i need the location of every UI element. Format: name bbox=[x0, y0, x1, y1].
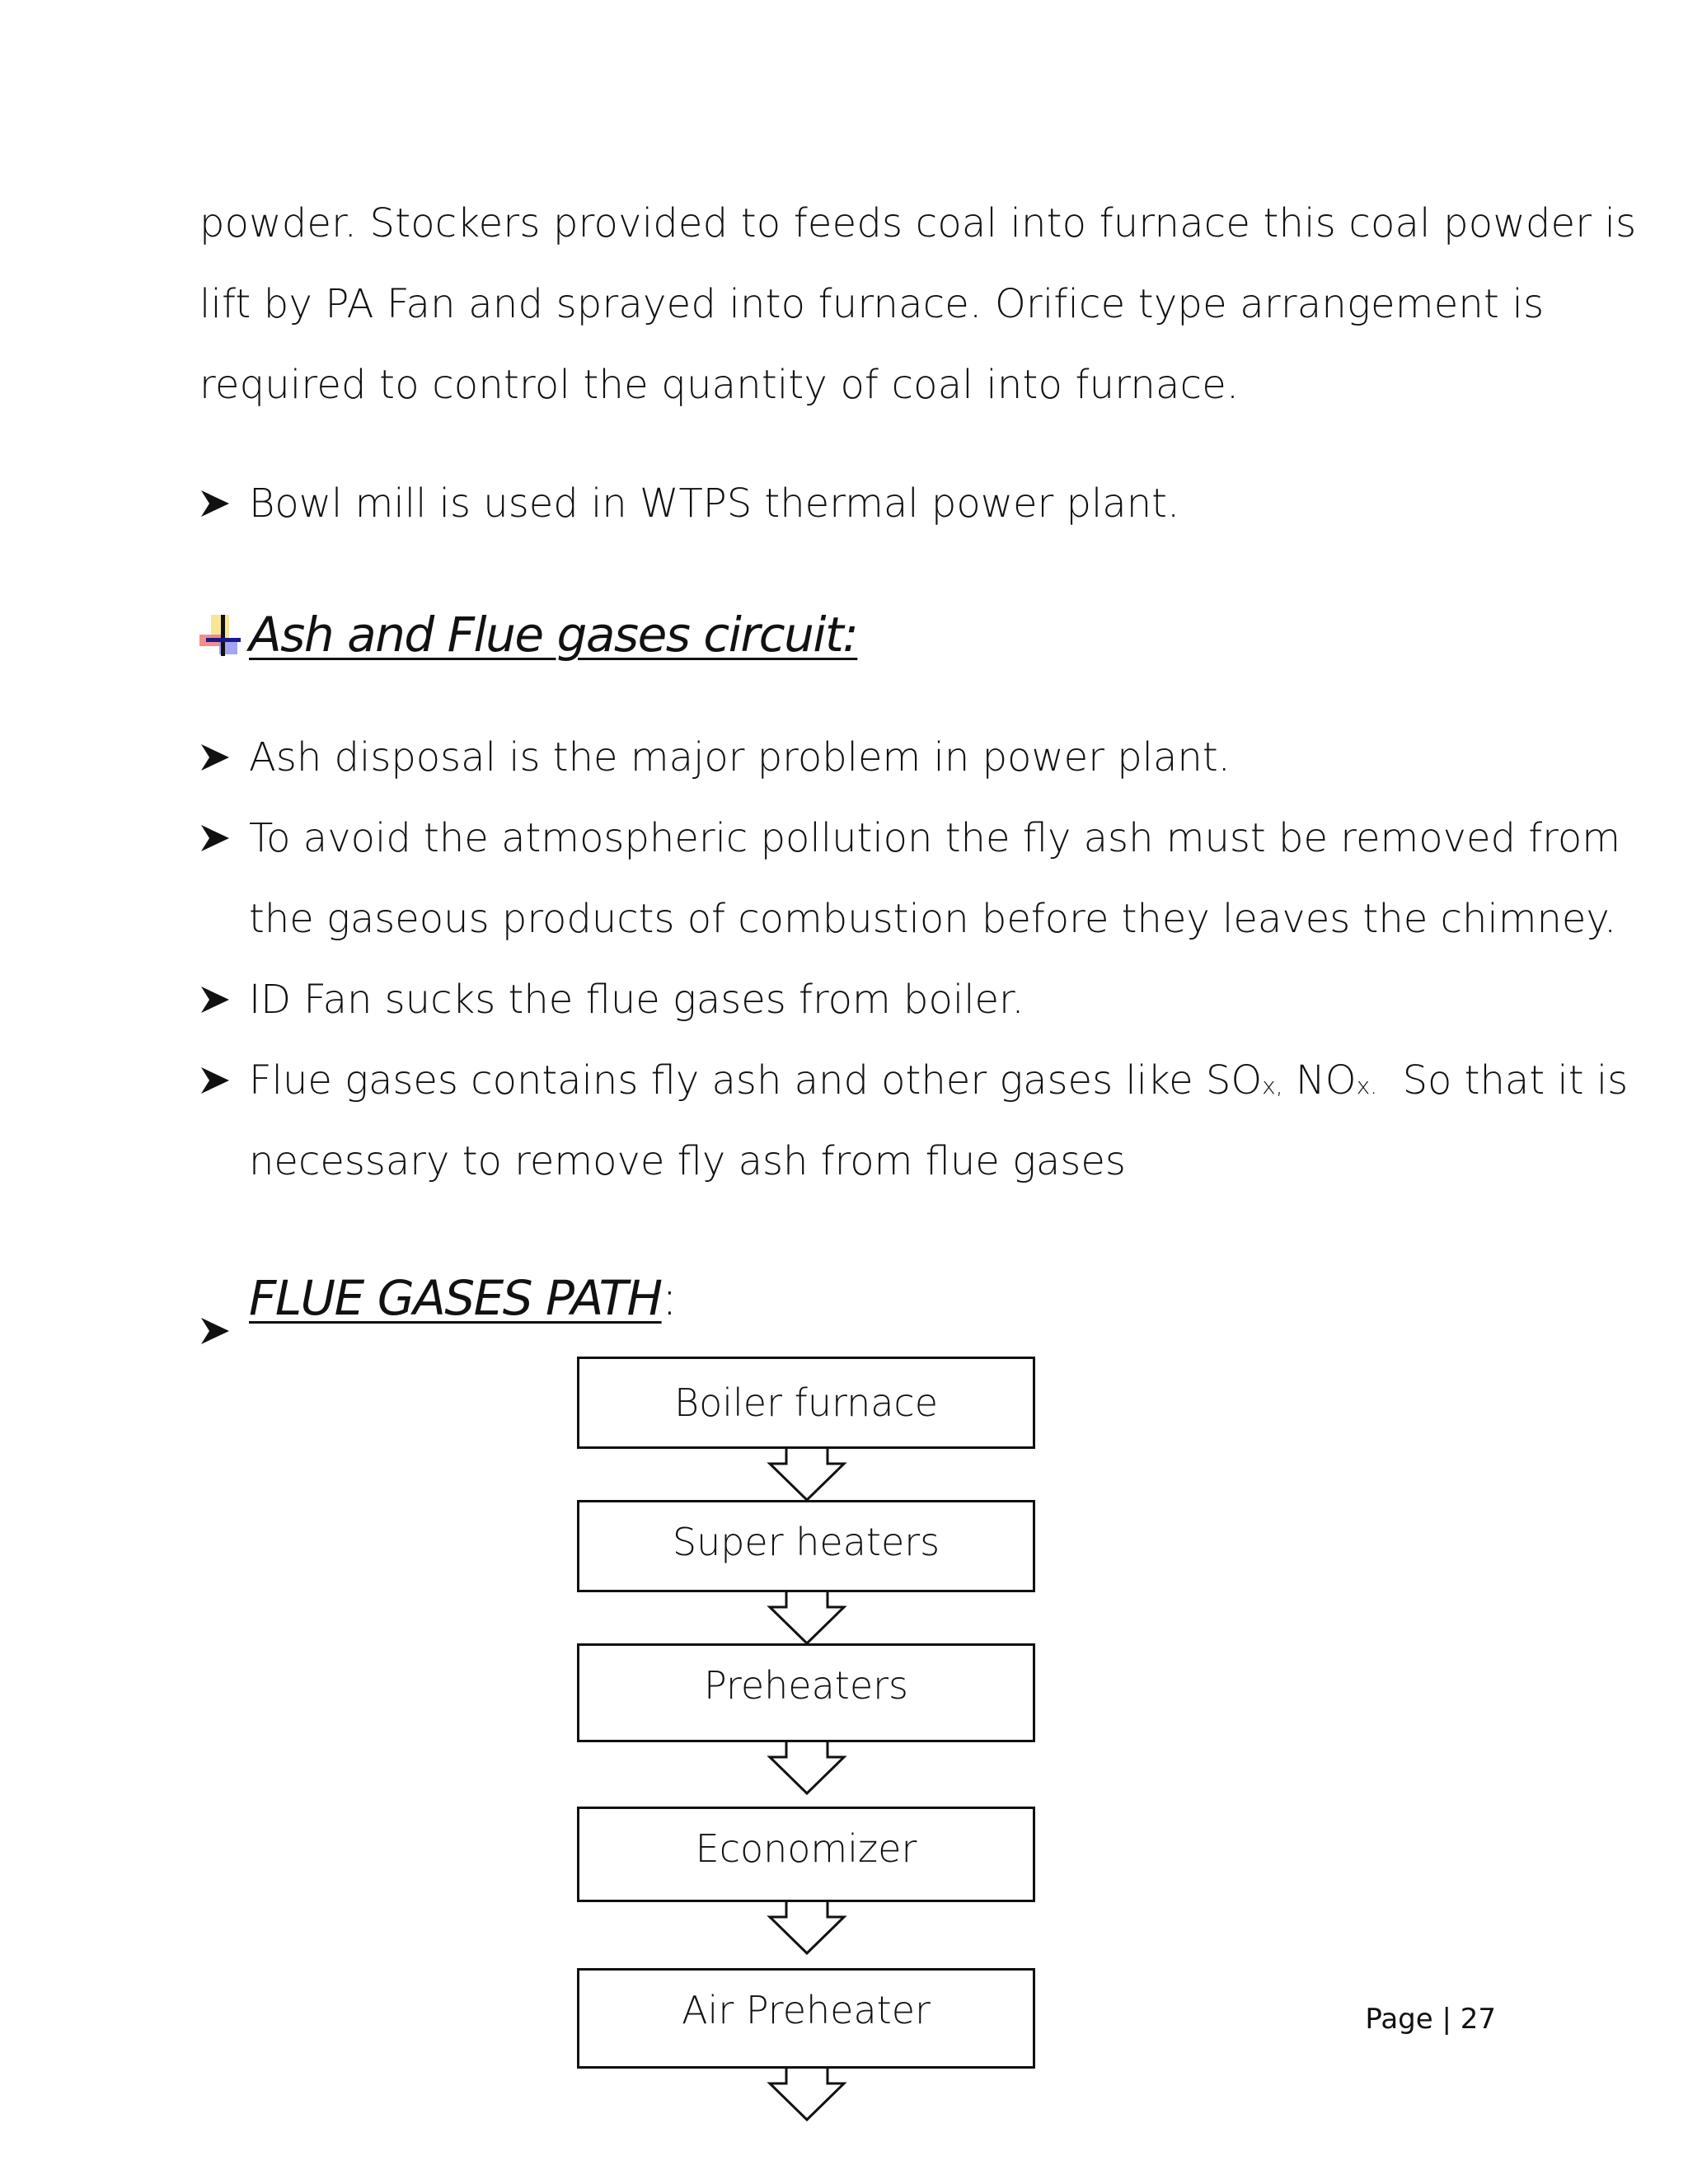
bullet-text: ID Fan sucks the flue gases from boiler. bbox=[249, 977, 1025, 1023]
flow-step-box: Economizer bbox=[577, 1807, 1035, 1902]
flow-step-box: Boiler furnace bbox=[577, 1357, 1035, 1449]
section-heading-label: Ash and Flue gases circuit: bbox=[249, 607, 858, 663]
arrow-bullet-icon bbox=[199, 959, 232, 1040]
arrow-bullet-icon bbox=[199, 798, 232, 879]
flow-step-box: Preheaters bbox=[577, 1643, 1035, 1742]
flow-step-box: Air Preheater bbox=[577, 1968, 1035, 2069]
document-page: powder. Stockers provided to feeds coal into furnace this coal powder is lift by PA Fan and sprayed into furnace. Orifice type arrangement is required to control the quantity of coal into furnace. Bowl mill is used in WTPS thermal power plant. Ash and Flue gases circuit: Ash disposal is the major problem in power plant. To avoid the atmospheric pollution the fly ash must be removed from the gaseous products of combustion before they leaves the chimney. ID Fan sucks the flue gases from boiler. Flue gases contains fly ash and other gases like SOx, NOx. So that it is necessary to remove fly ash from flue gases FLUE GASES PATH: Boiler furnace Super heaters Preheaters Economizer Air Preheater Page | 27 bbox=[0, 0, 1688, 2184]
down-arrow-icon bbox=[762, 2069, 852, 2123]
bullet-ash-disposal bbox=[199, 717, 1493, 798]
bullet-avoid-pollution bbox=[199, 798, 1620, 959]
flow-step-box: Super heaters bbox=[577, 1500, 1035, 1592]
arrow-bullet-icon bbox=[201, 1286, 229, 1369]
down-arrow-icon bbox=[762, 1592, 852, 1647]
paragraph-line: required to control the quantity of coal into furnace. bbox=[199, 362, 1240, 408]
intro-paragraph bbox=[199, 183, 1637, 425]
bullet-bowl-mill bbox=[199, 463, 1493, 544]
bullet-text: necessary to remove fly ash from flue gases bbox=[249, 1138, 1126, 1184]
flue-gases-path-label: FLUE GASES PATH bbox=[249, 1270, 662, 1326]
down-arrow-icon bbox=[762, 1449, 852, 1503]
paragraph-line: powder. Stockers provided to feeds coal into furnace this coal powder is bbox=[199, 200, 1637, 246]
bullet-text: the gaseous products of combustion before they leaves the chimney. bbox=[249, 896, 1617, 942]
bullet-text: Flue gases contains fly ash and other gases like SOx, NOx. So that it is bbox=[249, 1057, 1629, 1104]
bullet-text: To avoid the atmospheric pollution the fly ash must be removed from bbox=[249, 815, 1620, 861]
plus-icon bbox=[199, 605, 249, 654]
arrow-bullet-icon bbox=[199, 463, 232, 544]
bullet-text: Ash disposal is the major problem in power plant. bbox=[249, 734, 1231, 780]
arrow-bullet-icon bbox=[199, 1040, 232, 1121]
down-arrow-icon bbox=[762, 1902, 852, 1957]
bullet-flue-gases bbox=[199, 1040, 1629, 1202]
page-number: Page | 27 bbox=[1365, 2003, 1496, 2036]
bullet-text: Bowl mill is used in WTPS thermal power plant. bbox=[249, 480, 1180, 527]
bullet-id-fan bbox=[199, 959, 1493, 1040]
paragraph-line: lift by PA Fan and sprayed into furnace. Orifice type arrangement is bbox=[199, 281, 1545, 327]
arrow-bullet-icon bbox=[199, 717, 232, 798]
down-arrow-icon bbox=[762, 1742, 852, 1797]
